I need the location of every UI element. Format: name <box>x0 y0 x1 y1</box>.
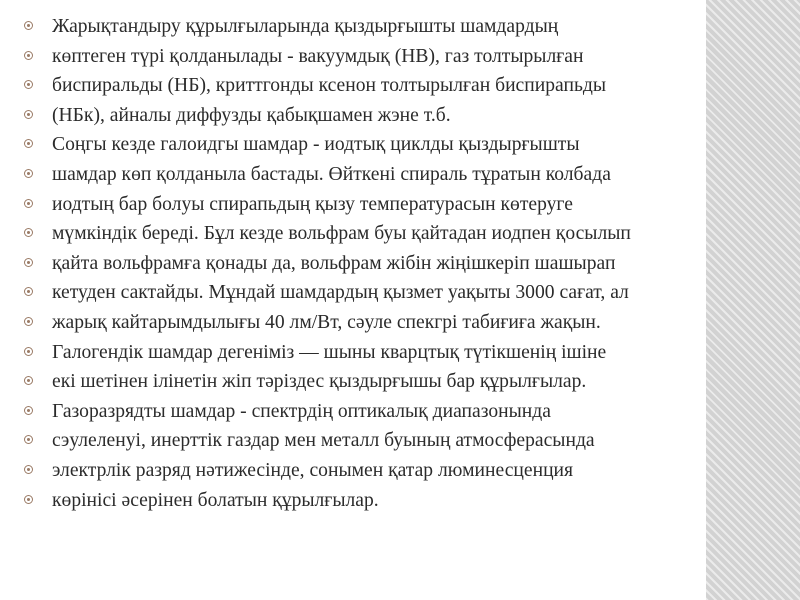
list-item-text: шамдар көп қолданыла бастады. Өйткені спираль тұратын колбада <box>52 163 611 185</box>
list-item <box>18 134 778 155</box>
list-item <box>18 16 778 37</box>
list-item-text: жарық кайтарымдылығы 40 лм/Вт, сәуле спекгрі табиғиға жақын. <box>52 311 601 333</box>
list-item <box>18 401 778 422</box>
list-item <box>18 164 778 185</box>
list-item-text: көптеген түрі қолданылады - вакуумдық (НВ), газ толтырылған <box>52 45 584 67</box>
circle-bullet-icon <box>24 465 33 474</box>
circle-bullet-icon <box>24 80 33 89</box>
list-item <box>18 223 778 244</box>
list-item-text: кетуден сактайды. Мұндай шамдардың қызмет уақыты 3000 сағат, ал <box>52 282 629 304</box>
list-item <box>18 46 778 67</box>
list-item-text: биспиральды (НБ), криттгонды ксенон толтырылған биспирапьды <box>52 75 607 97</box>
list-item-text: Газоразрядты шамдар - спектрдің оптикалық диапазонында <box>52 400 551 422</box>
list-item-text: көрінісі әсерінен болатын құрылғылар. <box>52 489 379 511</box>
circle-bullet-icon <box>24 435 33 444</box>
circle-bullet-icon <box>24 139 33 148</box>
list-item <box>18 105 778 126</box>
list-item <box>18 312 778 333</box>
list-item-text: қайта вольфрамға қонады да, вольфрам жібін жіңішкеріп шашырап <box>52 252 616 274</box>
circle-bullet-icon <box>24 110 33 119</box>
list-item-text: иодтың бар болуы спирапьдың қызу температурасын көтеруге <box>52 193 573 215</box>
circle-bullet-icon <box>24 199 33 208</box>
circle-bullet-icon <box>24 406 33 415</box>
list-item <box>18 75 778 96</box>
circle-bullet-icon <box>24 51 33 60</box>
list-item <box>18 253 778 274</box>
list-item-text: Галогендік шамдар дегеніміз — шыны кварцтық түтікшенің ішіне <box>52 341 607 363</box>
circle-bullet-icon <box>24 169 33 178</box>
circle-bullet-icon <box>24 228 33 237</box>
list-item <box>18 342 778 363</box>
list-item-text: Соңгы кезде галоидгы шамдар - иодтық циклды қыздырғышты <box>52 134 580 156</box>
circle-bullet-icon <box>24 495 33 504</box>
list-item <box>18 490 778 511</box>
circle-bullet-icon <box>24 21 33 30</box>
list-item <box>18 430 778 451</box>
list-item-text: екі шетінен ілінетін жіп тәріздес қыздырғышы бар құрылғылар. <box>52 371 587 393</box>
list-item-text: мүмкіндік береді. Бұл кезде вольфрам буы қайтадан иодпен қосылып <box>52 223 631 245</box>
list-item-text: (НБк), айналы диффузды қабықшамен жэне т.б. <box>52 104 451 126</box>
list-item <box>18 371 778 392</box>
list-item-text: электрлік разряд нәтижесінде, сонымен қатар люминесценция <box>52 459 574 481</box>
circle-bullet-icon <box>24 376 33 385</box>
circle-bullet-icon <box>24 258 33 267</box>
list-item <box>18 282 778 303</box>
list-item-text: Жарықтандыру құрылғыларында қыздырғышты шамдардың <box>52 16 559 37</box>
list-item <box>18 194 778 215</box>
list-item <box>18 460 778 481</box>
circle-bullet-icon <box>24 347 33 356</box>
list-item-text: сэулеленуі, инерттік газдар мен металл буының атмосферасында <box>52 430 595 452</box>
circle-bullet-icon <box>24 287 33 296</box>
circle-bullet-icon <box>24 317 33 326</box>
bullet-list <box>18 16 778 519</box>
